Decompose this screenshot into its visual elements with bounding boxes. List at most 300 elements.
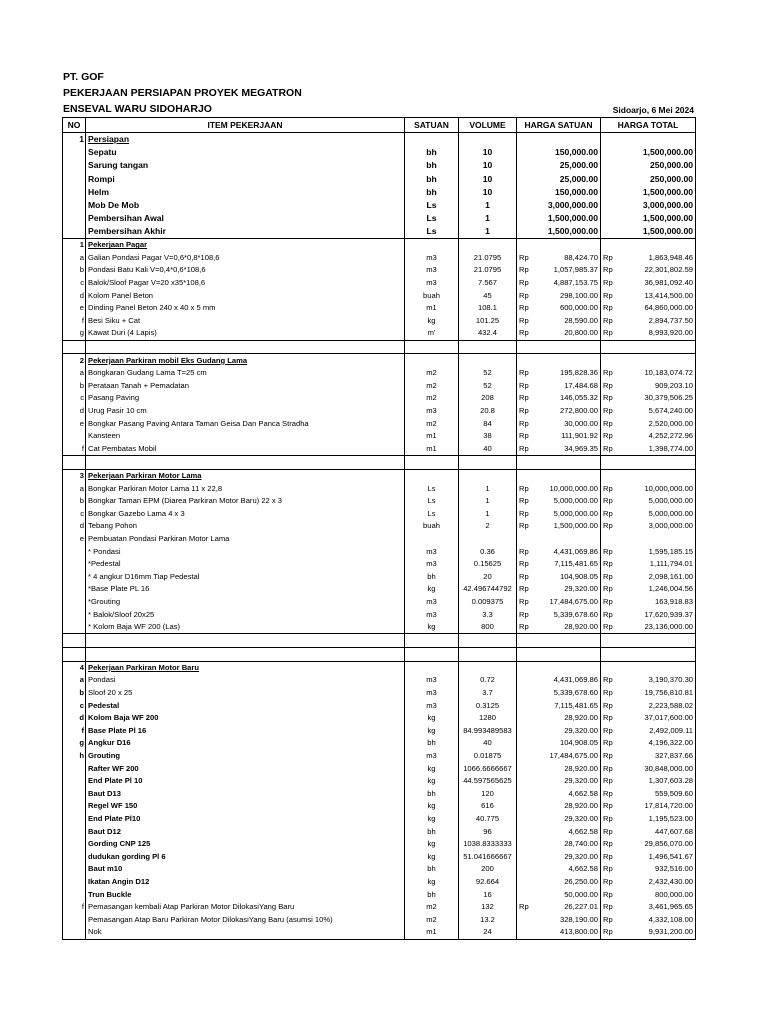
- cell-unit: bh: [405, 788, 459, 801]
- cell-currency: [601, 198, 617, 211]
- cell-currency: Rp: [601, 367, 617, 380]
- cell-unit: kg: [405, 876, 459, 889]
- cell-currency: Rp: [601, 520, 617, 533]
- cell-volume: [459, 354, 517, 367]
- cell-item: * Balok/Sloof 20x25: [86, 608, 405, 621]
- cell-currency: Rp: [517, 277, 533, 290]
- cell-unit-price: 28,590.00: [533, 315, 601, 328]
- column-header-volume: VOLUME: [459, 118, 517, 133]
- table-row: [63, 634, 696, 648]
- table-row: [63, 913, 696, 926]
- cell-volume: [459, 661, 517, 674]
- cell-item: Kolom Panel Beton: [86, 289, 405, 302]
- cell-no: [63, 558, 86, 571]
- cell-volume: [459, 469, 517, 482]
- cell-volume: 21.0795: [459, 264, 517, 277]
- cell-currency: [517, 851, 533, 864]
- cell-currency: [517, 813, 533, 826]
- cell-volume: 0.3125: [459, 699, 517, 712]
- cell-volume: 3.7: [459, 687, 517, 700]
- cell-item: Rompi: [86, 172, 405, 185]
- cell-currency: [517, 825, 533, 838]
- cell-item: Sarung tangan: [86, 159, 405, 172]
- cell-unit-price: [533, 634, 601, 648]
- cell-volume: 0.01875: [459, 750, 517, 763]
- cell-volume: 40: [459, 443, 517, 456]
- cell-currency: [517, 239, 533, 252]
- cell-total-price: 3,000,000.00: [617, 520, 696, 533]
- cell-item: Perataan Tanah + Pemadatan: [86, 380, 405, 393]
- cell-total-price: 1,195,523.00: [617, 813, 696, 826]
- cell-unit-price: [533, 469, 601, 482]
- cell-total-price: 1,863,948.46: [617, 252, 696, 265]
- cell-no: a: [63, 674, 86, 687]
- work-items-table: [62, 117, 696, 940]
- cell-total-price: 4,332,108.00: [617, 913, 696, 926]
- cell-total-price: 1,500,000.00: [617, 185, 696, 198]
- cell-currency: Rp: [601, 674, 617, 687]
- cell-total-price: 2,894,737.50: [617, 315, 696, 328]
- cell-total-price: 9,931,200.00: [617, 926, 696, 939]
- table-row: [63, 264, 696, 277]
- cell-no: b: [63, 495, 86, 508]
- cell-total-price: 1,307,603.28: [617, 775, 696, 788]
- cell-volume: [459, 239, 517, 252]
- cell-item: Sepatu: [86, 146, 405, 159]
- cell-item: Rafter WF 200: [86, 762, 405, 775]
- company-name: PT. GOF: [63, 71, 104, 83]
- cell-currency: Rp: [601, 825, 617, 838]
- table-row: [63, 327, 696, 340]
- cell-total-price: 1,500,000.00: [617, 146, 696, 159]
- cell-unit: bh: [405, 888, 459, 901]
- cell-unit: m1: [405, 926, 459, 939]
- cell-currency: Rp: [517, 289, 533, 302]
- cell-item: Mob De Mob: [86, 198, 405, 211]
- cell-item: Galian Pondasi Pagar V=0,6*0,8*108,6: [86, 252, 405, 265]
- cell-volume: 24: [459, 926, 517, 939]
- cell-unit-price: 88,424.70: [533, 252, 601, 265]
- cell-unit-price: 17,484.68: [533, 380, 601, 393]
- cell-unit: m3: [405, 558, 459, 571]
- cell-currency: Rp: [517, 315, 533, 328]
- cell-currency: Rp: [601, 621, 617, 634]
- cell-unit: [405, 340, 459, 354]
- cell-total-price: [617, 661, 696, 674]
- column-header-total-price: HARGA TOTAL: [601, 118, 696, 133]
- cell-currency: Rp: [601, 926, 617, 939]
- cell-item: * Pondasi: [86, 545, 405, 558]
- cell-item: Pekerjaan Pagar: [86, 239, 405, 252]
- cell-currency: [517, 699, 533, 712]
- cell-unit: kg: [405, 775, 459, 788]
- cell-total-price: 163,918.83: [617, 596, 696, 609]
- cell-no: [63, 838, 86, 851]
- cell-unit-price: 413,800.00: [533, 926, 601, 939]
- cell-no: c: [63, 507, 86, 520]
- cell-currency: Rp: [517, 430, 533, 443]
- table-row: [63, 132, 696, 146]
- cell-item: Tebang Pohon: [86, 520, 405, 533]
- cell-volume: [459, 634, 517, 648]
- cell-currency: Rp: [601, 762, 617, 775]
- cell-total-price: 17,814,720.00: [617, 800, 696, 813]
- cell-total-price: 3,461,965.65: [617, 901, 696, 914]
- cell-unit: Ls: [405, 198, 459, 211]
- table-row: [63, 687, 696, 700]
- cell-item: Ikatan Angin D12: [86, 876, 405, 889]
- cell-item: Pekerjaan Parkiran mobil Eks Gudang Lama: [86, 354, 405, 367]
- cell-unit: m3: [405, 264, 459, 277]
- table-row: [63, 340, 696, 354]
- cell-unit-price: 1,500,000.00: [533, 225, 601, 239]
- table-row: [63, 608, 696, 621]
- cell-currency: Rp: [601, 252, 617, 265]
- cell-currency: [517, 926, 533, 939]
- cell-no: [63, 212, 86, 225]
- cell-no: f: [63, 901, 86, 914]
- cell-item: Cat Pembatas Mobil: [86, 443, 405, 456]
- table-row: [63, 788, 696, 801]
- cell-currency: Rp: [601, 699, 617, 712]
- cell-volume: 1: [459, 225, 517, 239]
- cell-currency: Rp: [601, 863, 617, 876]
- cell-item: Regel WF 150: [86, 800, 405, 813]
- cell-unit-price: 4,431,069.86: [533, 545, 601, 558]
- cell-total-price: 1,496,541.67: [617, 851, 696, 864]
- cell-unit-price: 272,800.00: [533, 405, 601, 418]
- table-row: [63, 545, 696, 558]
- cell-currency: [601, 146, 617, 159]
- table-row: [63, 354, 696, 367]
- cell-total-price: 327,837.66: [617, 750, 696, 763]
- cell-unit-price: 146,055.32: [533, 392, 601, 405]
- cell-unit-price: 10,000,000.00: [533, 482, 601, 495]
- cell-unit: m3: [405, 545, 459, 558]
- cell-unit: m3: [405, 699, 459, 712]
- cell-unit: [405, 634, 459, 648]
- cell-item: Persiapan: [86, 132, 405, 146]
- cell-total-price: 2,520,000.00: [617, 417, 696, 430]
- cell-currency: Rp: [601, 315, 617, 328]
- cell-total-price: 447,607.68: [617, 825, 696, 838]
- cell-item: Pembersihan Akhir: [86, 225, 405, 239]
- cell-no: [63, 926, 86, 939]
- cell-currency: Rp: [517, 558, 533, 571]
- cell-currency: [517, 838, 533, 851]
- cell-unit: m2: [405, 901, 459, 914]
- cell-no: [63, 225, 86, 239]
- table-row: [63, 533, 696, 546]
- cell-total-price: [617, 132, 696, 146]
- cell-unit: [405, 661, 459, 674]
- cell-currency: Rp: [601, 888, 617, 901]
- table-row: [63, 863, 696, 876]
- cell-item: Pembuatan Pondasi Parkiran Motor Lama: [86, 533, 405, 546]
- cell-unit-price: [533, 661, 601, 674]
- cell-currency: Rp: [517, 405, 533, 418]
- table-row: [63, 661, 696, 674]
- cell-volume: 52: [459, 380, 517, 393]
- cell-unit: m3: [405, 596, 459, 609]
- cell-currency: Rp: [517, 367, 533, 380]
- cell-unit-price: 4,662.58: [533, 788, 601, 801]
- cell-item: Baut D12: [86, 825, 405, 838]
- cell-total-price: 3,190,370.30: [617, 674, 696, 687]
- cell-item: Pondasi Batu Kali V=0,4*0,6*108,6: [86, 264, 405, 277]
- cell-unit: bh: [405, 185, 459, 198]
- cell-no: 4: [63, 661, 86, 674]
- cell-unit: m1: [405, 430, 459, 443]
- cell-volume: 10: [459, 146, 517, 159]
- cell-no: [63, 430, 86, 443]
- cell-unit: kg: [405, 851, 459, 864]
- table-row: [63, 901, 696, 914]
- cell-item: Dinding Panel Beton 240 x 40 x 5 mm: [86, 302, 405, 315]
- cell-volume: 96: [459, 825, 517, 838]
- cell-item: Pemasangan kembali Atap Parkiran Motor DilokasiYang Baru: [86, 901, 405, 914]
- cell-currency: Rp: [601, 405, 617, 418]
- cell-currency: [517, 225, 533, 239]
- cell-no: [63, 570, 86, 583]
- cell-currency: [601, 185, 617, 198]
- cell-currency: Rp: [517, 252, 533, 265]
- cell-currency: Rp: [601, 545, 617, 558]
- cell-no: b: [63, 687, 86, 700]
- cell-total-price: 8,993,920.00: [617, 327, 696, 340]
- cell-unit: kg: [405, 813, 459, 826]
- cell-no: c: [63, 392, 86, 405]
- cell-volume: 51.041666667: [459, 851, 517, 864]
- cell-item: Baut m10: [86, 863, 405, 876]
- cell-currency: [517, 913, 533, 926]
- cell-currency: Rp: [517, 596, 533, 609]
- cell-unit: buah: [405, 289, 459, 302]
- cell-total-price: [617, 354, 696, 367]
- cell-no: [63, 888, 86, 901]
- cell-volume: 16: [459, 888, 517, 901]
- cell-item: Bongkar Pasang Paving Antara Taman Geisa Dan Panca Stradha: [86, 417, 405, 430]
- cell-no: 1: [63, 132, 86, 146]
- cell-currency: [517, 648, 533, 662]
- cell-unit-price: 29,320.00: [533, 583, 601, 596]
- cell-volume: 7.567: [459, 277, 517, 290]
- cell-no: [63, 583, 86, 596]
- cell-currency: [517, 354, 533, 367]
- cell-unit: m3: [405, 252, 459, 265]
- cell-volume: 92.664: [459, 876, 517, 889]
- table-row: [63, 750, 696, 763]
- cell-no: g: [63, 327, 86, 340]
- cell-total-price: 2,432,430.00: [617, 876, 696, 889]
- cell-item: * Kolom Baja WF 200 (Las): [86, 621, 405, 634]
- cell-item: Pasang Paving: [86, 392, 405, 405]
- table-row: [63, 926, 696, 939]
- cell-item: Gording CNP 125: [86, 838, 405, 851]
- cell-no: [63, 146, 86, 159]
- table-row: [63, 813, 696, 826]
- cell-unit-price: [533, 132, 601, 146]
- cell-volume: 616: [459, 800, 517, 813]
- cell-total-price: 3,000,000.00: [617, 198, 696, 211]
- cell-total-price: [617, 239, 696, 252]
- cell-total-price: 909,203.10: [617, 380, 696, 393]
- cell-currency: Rp: [601, 687, 617, 700]
- cell-unit-price: 3,000,000.00: [533, 198, 601, 211]
- cell-currency: Rp: [601, 570, 617, 583]
- cell-currency: Rp: [601, 913, 617, 926]
- table-row: [63, 172, 696, 185]
- cell-currency: [601, 172, 617, 185]
- table-row: [63, 367, 696, 380]
- cell-currency: Rp: [601, 327, 617, 340]
- cell-currency: [601, 225, 617, 239]
- cell-no: [63, 340, 86, 354]
- table-row: [63, 800, 696, 813]
- cell-total-price: 30,848,000.00: [617, 762, 696, 775]
- table-row: [63, 699, 696, 712]
- cell-unit: m3: [405, 674, 459, 687]
- table-row: [63, 596, 696, 609]
- cell-unit-price: 298,100.00: [533, 289, 601, 302]
- cell-currency: [517, 340, 533, 354]
- cell-item: *Pedestal: [86, 558, 405, 571]
- cell-currency: Rp: [601, 302, 617, 315]
- cell-currency: [517, 762, 533, 775]
- cell-unit-price: [533, 456, 601, 470]
- cell-volume: [459, 456, 517, 470]
- table-row: [63, 495, 696, 508]
- cell-no: e: [63, 533, 86, 546]
- cell-unit: bh: [405, 863, 459, 876]
- cell-unit-price: 4,662.58: [533, 863, 601, 876]
- table-row: [63, 851, 696, 864]
- cell-no: c: [63, 699, 86, 712]
- cell-unit: m2: [405, 380, 459, 393]
- cell-unit: bh: [405, 172, 459, 185]
- cell-currency: [517, 159, 533, 172]
- cell-no: [63, 775, 86, 788]
- cell-item: Grouting: [86, 750, 405, 763]
- cell-unit: buah: [405, 520, 459, 533]
- cell-item: Pedestal: [86, 699, 405, 712]
- cell-unit: kg: [405, 838, 459, 851]
- table-row: [63, 277, 696, 290]
- cell-unit-price: 5,339,678.60: [533, 687, 601, 700]
- cell-currency: Rp: [517, 327, 533, 340]
- cell-total-price: 1,246,004.56: [617, 583, 696, 596]
- cell-unit: kg: [405, 725, 459, 738]
- cell-no: [63, 172, 86, 185]
- cell-no: f: [63, 443, 86, 456]
- cell-total-price: 13,414,500.00: [617, 289, 696, 302]
- cell-unit: Ls: [405, 225, 459, 239]
- column-header-unit-price: HARGA SATUAN: [517, 118, 601, 133]
- cell-item: Balok/Sloof Pagar V=20 x35*108,6: [86, 277, 405, 290]
- table-row: [63, 888, 696, 901]
- cell-currency: Rp: [601, 775, 617, 788]
- cell-item: Kansteen: [86, 430, 405, 443]
- cell-currency: Rp: [601, 264, 617, 277]
- cell-currency: Rp: [517, 570, 533, 583]
- cell-unit: m2: [405, 392, 459, 405]
- cell-unit: bh: [405, 146, 459, 159]
- table-row: [63, 469, 696, 482]
- cell-currency: Rp: [517, 608, 533, 621]
- cell-volume: 1066.6666667: [459, 762, 517, 775]
- cell-item: Angkur D16: [86, 737, 405, 750]
- cell-currency: Rp: [517, 901, 533, 914]
- cell-currency: Rp: [601, 482, 617, 495]
- cell-no: d: [63, 405, 86, 418]
- cell-total-price: 5,674,240.00: [617, 405, 696, 418]
- cell-no: [63, 159, 86, 172]
- cell-currency: [517, 863, 533, 876]
- cell-unit: m1: [405, 443, 459, 456]
- cell-no: f: [63, 725, 86, 738]
- cell-currency: Rp: [517, 583, 533, 596]
- cell-no: b: [63, 264, 86, 277]
- cell-unit-price: 1,500,000.00: [533, 212, 601, 225]
- cell-no: e: [63, 302, 86, 315]
- cell-unit-price: 26,227.01: [533, 901, 601, 914]
- cell-no: [63, 851, 86, 864]
- cell-item: Pekerjaan Parkiran Motor Baru: [86, 661, 405, 674]
- table-row: [63, 456, 696, 470]
- cell-unit: bh: [405, 159, 459, 172]
- cell-no: d: [63, 289, 86, 302]
- cell-volume: 13.2: [459, 913, 517, 926]
- cell-no: [63, 185, 86, 198]
- cell-item: [86, 340, 405, 354]
- cell-volume: [459, 648, 517, 662]
- table-row: [63, 185, 696, 198]
- cell-no: f: [63, 315, 86, 328]
- cell-unit-price: [533, 533, 601, 546]
- cell-no: h: [63, 750, 86, 763]
- cell-currency: Rp: [601, 380, 617, 393]
- cell-currency: Rp: [517, 264, 533, 277]
- cell-unit: [405, 533, 459, 546]
- cell-total-price: 1,500,000.00: [617, 225, 696, 239]
- cell-volume: 1038.8333333: [459, 838, 517, 851]
- cell-unit-price: 28,920.00: [533, 712, 601, 725]
- cell-total-price: 23,136,000.00: [617, 621, 696, 634]
- table-row: [63, 583, 696, 596]
- cell-total-price: 17,620,939.37: [617, 608, 696, 621]
- cell-unit-price: 104,908.05: [533, 570, 601, 583]
- cell-unit: m2: [405, 367, 459, 380]
- cell-currency: Rp: [601, 495, 617, 508]
- cell-volume: 1280: [459, 712, 517, 725]
- cell-item: Pondasi: [86, 674, 405, 687]
- cell-item: Kawat Duri (4 Lapis): [86, 327, 405, 340]
- cell-currency: [601, 340, 617, 354]
- cell-total-price: 10,183,074.72: [617, 367, 696, 380]
- cell-currency: [601, 159, 617, 172]
- cell-no: [63, 456, 86, 470]
- cell-volume: 10: [459, 172, 517, 185]
- table-row: [63, 159, 696, 172]
- cell-currency: [517, 634, 533, 648]
- cell-no: a: [63, 252, 86, 265]
- cell-unit-price: 7,115,481.65: [533, 699, 601, 712]
- cell-currency: [517, 185, 533, 198]
- table-row: [63, 825, 696, 838]
- cell-unit-price: 25,000.00: [533, 172, 601, 185]
- column-header-unit: SATUAN: [405, 118, 459, 133]
- cell-total-price: [617, 533, 696, 546]
